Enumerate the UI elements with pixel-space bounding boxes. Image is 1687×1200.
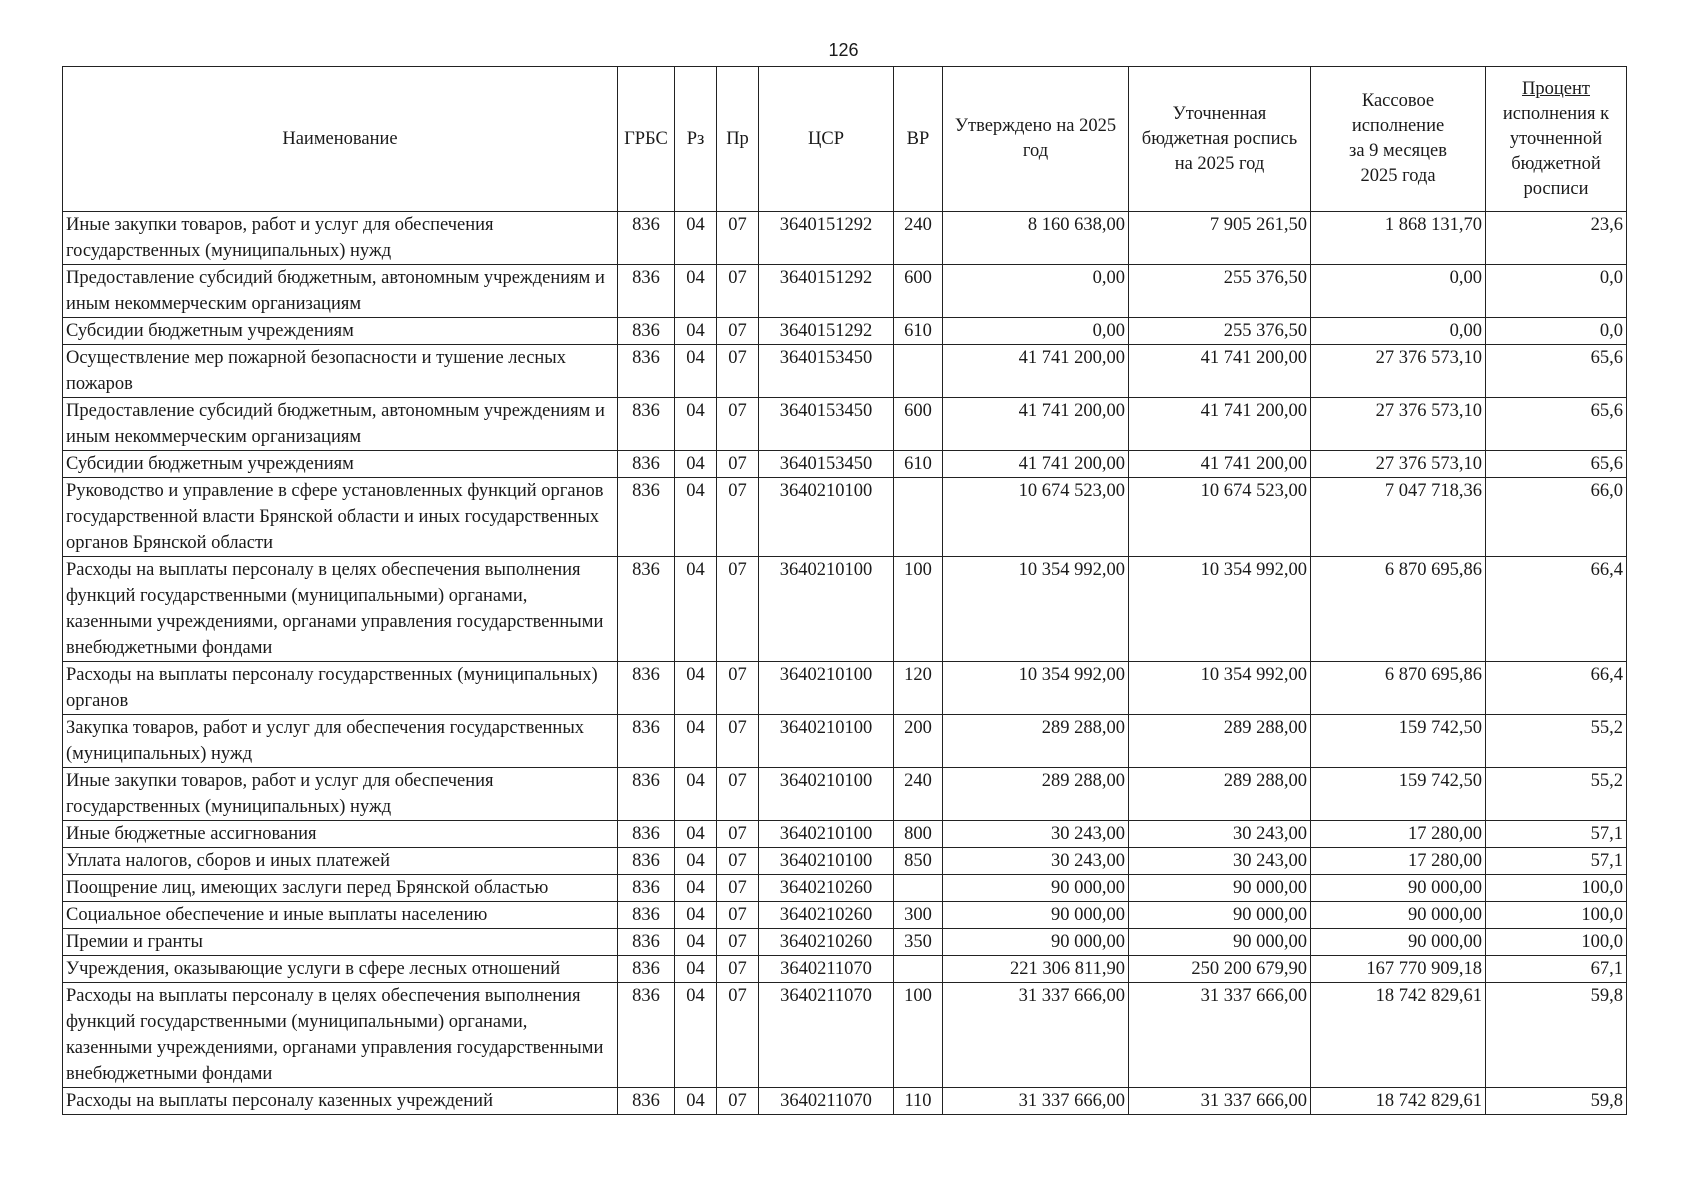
cell-name: Субсидии бюджетным учреждениям xyxy=(63,318,618,345)
cell-approved: 289 288,00 xyxy=(943,715,1129,768)
cell-csr: 3640151292 xyxy=(759,265,894,318)
cell-pr: 07 xyxy=(717,875,759,902)
cell-cash: 159 742,50 xyxy=(1311,715,1486,768)
cell-csr: 3640210100 xyxy=(759,662,894,715)
cell-vr xyxy=(894,956,943,983)
cell-cash: 167 770 909,18 xyxy=(1311,956,1486,983)
cell-grbs: 836 xyxy=(618,318,675,345)
table-row xyxy=(63,662,1627,715)
table-row xyxy=(63,345,1627,398)
cell-csr: 3640210100 xyxy=(759,478,894,557)
cell-vr: 100 xyxy=(894,983,943,1088)
cell-csr: 3640210100 xyxy=(759,557,894,662)
cell-grbs: 836 xyxy=(618,398,675,451)
cell-grbs: 836 xyxy=(618,821,675,848)
cell-csr: 3640153450 xyxy=(759,345,894,398)
cell-grbs: 836 xyxy=(618,345,675,398)
cell-approved: 41 741 200,00 xyxy=(943,451,1129,478)
cell-rz: 04 xyxy=(675,956,717,983)
cell-name: Поощрение лиц, имеющих заслуги перед Брянской областью xyxy=(63,875,618,902)
cell-percent: 66,4 xyxy=(1486,557,1627,662)
col-header-cash-line1: Кассовое исполнение xyxy=(1351,91,1445,136)
cell-vr xyxy=(894,875,943,902)
cell-csr: 3640211070 xyxy=(759,956,894,983)
cell-cash: 1 868 131,70 xyxy=(1311,212,1486,265)
cell-pr: 07 xyxy=(717,478,759,557)
cell-approved: 289 288,00 xyxy=(943,768,1129,821)
cell-pr: 07 xyxy=(717,902,759,929)
cell-cash: 27 376 573,10 xyxy=(1311,398,1486,451)
table-row xyxy=(63,318,1627,345)
table-body xyxy=(63,212,1627,1115)
col-header-cash xyxy=(1311,67,1486,212)
cell-refined: 90 000,00 xyxy=(1129,875,1311,902)
col-header-cash-line3: 2025 года xyxy=(1360,166,1436,186)
cell-cash: 159 742,50 xyxy=(1311,768,1486,821)
cell-percent: 0,0 xyxy=(1486,265,1627,318)
cell-approved: 30 243,00 xyxy=(943,848,1129,875)
cell-grbs: 836 xyxy=(618,983,675,1088)
col-header-pr: Пр xyxy=(717,67,759,212)
cell-csr: 3640210100 xyxy=(759,821,894,848)
table-row xyxy=(63,557,1627,662)
cell-approved: 41 741 200,00 xyxy=(943,398,1129,451)
cell-cash: 90 000,00 xyxy=(1311,875,1486,902)
cell-rz: 04 xyxy=(675,265,717,318)
table-row xyxy=(63,1088,1627,1115)
cell-rz: 04 xyxy=(675,451,717,478)
cell-refined: 41 741 200,00 xyxy=(1129,398,1311,451)
cell-pr: 07 xyxy=(717,929,759,956)
col-header-percent-line1: Процент xyxy=(1522,78,1590,99)
cell-cash: 0,00 xyxy=(1311,318,1486,345)
cell-pr: 07 xyxy=(717,557,759,662)
cell-percent: 55,2 xyxy=(1486,715,1627,768)
col-header-cash-line2: за 9 месяцев xyxy=(1349,141,1447,161)
cell-percent: 57,1 xyxy=(1486,848,1627,875)
col-header-rz: Рз xyxy=(675,67,717,212)
cell-vr: 110 xyxy=(894,1088,943,1115)
cell-pr: 07 xyxy=(717,318,759,345)
col-header-grbs: ГРБС xyxy=(618,67,675,212)
cell-rz: 04 xyxy=(675,875,717,902)
table-row xyxy=(63,265,1627,318)
cell-approved: 31 337 666,00 xyxy=(943,1088,1129,1115)
col-header-refined: Уточненная бюджетная роспись на 2025 год xyxy=(1129,67,1311,212)
cell-vr: 800 xyxy=(894,821,943,848)
cell-vr xyxy=(894,345,943,398)
cell-rz: 04 xyxy=(675,398,717,451)
cell-rz: 04 xyxy=(675,212,717,265)
cell-refined: 10 354 992,00 xyxy=(1129,557,1311,662)
cell-percent: 23,6 xyxy=(1486,212,1627,265)
cell-approved: 31 337 666,00 xyxy=(943,983,1129,1088)
cell-csr: 3640211070 xyxy=(759,1088,894,1115)
cell-name: Социальное обеспечение и иные выплаты населению xyxy=(63,902,618,929)
cell-approved: 221 306 811,90 xyxy=(943,956,1129,983)
cell-vr: 350 xyxy=(894,929,943,956)
cell-cash: 17 280,00 xyxy=(1311,848,1486,875)
cell-refined: 30 243,00 xyxy=(1129,821,1311,848)
cell-rz: 04 xyxy=(675,715,717,768)
cell-rz: 04 xyxy=(675,318,717,345)
cell-pr: 07 xyxy=(717,956,759,983)
cell-approved: 90 000,00 xyxy=(943,929,1129,956)
cell-refined: 31 337 666,00 xyxy=(1129,1088,1311,1115)
cell-cash: 6 870 695,86 xyxy=(1311,662,1486,715)
cell-cash: 90 000,00 xyxy=(1311,902,1486,929)
table-row xyxy=(63,929,1627,956)
cell-grbs: 836 xyxy=(618,212,675,265)
cell-pr: 07 xyxy=(717,715,759,768)
cell-name: Осуществление мер пожарной безопасности и тушение лесных пожаров xyxy=(63,345,618,398)
cell-pr: 07 xyxy=(717,398,759,451)
cell-pr: 07 xyxy=(717,662,759,715)
cell-rz: 04 xyxy=(675,821,717,848)
cell-name: Предоставление субсидий бюджетным, автономным учреждениям и иным некоммерческим организациям xyxy=(63,265,618,318)
cell-percent: 65,6 xyxy=(1486,451,1627,478)
cell-vr: 120 xyxy=(894,662,943,715)
cell-refined: 41 741 200,00 xyxy=(1129,345,1311,398)
table-header-row xyxy=(63,67,1627,212)
cell-rz: 04 xyxy=(675,345,717,398)
cell-percent: 100,0 xyxy=(1486,929,1627,956)
cell-refined: 289 288,00 xyxy=(1129,768,1311,821)
cell-name: Уплата налогов, сборов и иных платежей xyxy=(63,848,618,875)
cell-refined: 30 243,00 xyxy=(1129,848,1311,875)
table-row xyxy=(63,715,1627,768)
cell-vr: 610 xyxy=(894,318,943,345)
cell-pr: 07 xyxy=(717,768,759,821)
cell-approved: 41 741 200,00 xyxy=(943,345,1129,398)
cell-pr: 07 xyxy=(717,848,759,875)
cell-cash: 6 870 695,86 xyxy=(1311,557,1486,662)
cell-percent: 55,2 xyxy=(1486,768,1627,821)
cell-approved: 10 354 992,00 xyxy=(943,557,1129,662)
cell-grbs: 836 xyxy=(618,662,675,715)
cell-name: Предоставление субсидий бюджетным, автономным учреждениям и иным некоммерческим организациям xyxy=(63,398,618,451)
cell-percent: 100,0 xyxy=(1486,902,1627,929)
cell-percent: 100,0 xyxy=(1486,875,1627,902)
table-row xyxy=(63,768,1627,821)
col-header-vr: ВР xyxy=(894,67,943,212)
cell-refined: 10 354 992,00 xyxy=(1129,662,1311,715)
cell-name: Руководство и управление в сфере установленных функций органов государственной власти Брянской области и иных государственных органов Брянской области xyxy=(63,478,618,557)
cell-name: Учреждения, оказывающие услуги в сфере лесных отношений xyxy=(63,956,618,983)
cell-csr: 3640210260 xyxy=(759,875,894,902)
cell-approved: 0,00 xyxy=(943,265,1129,318)
cell-vr: 240 xyxy=(894,768,943,821)
cell-pr: 07 xyxy=(717,821,759,848)
cell-grbs: 836 xyxy=(618,902,675,929)
cell-approved: 8 160 638,00 xyxy=(943,212,1129,265)
cell-grbs: 836 xyxy=(618,451,675,478)
cell-csr: 3640211070 xyxy=(759,983,894,1088)
cell-vr: 200 xyxy=(894,715,943,768)
cell-pr: 07 xyxy=(717,212,759,265)
cell-pr: 07 xyxy=(717,983,759,1088)
cell-cash: 0,00 xyxy=(1311,265,1486,318)
cell-approved: 90 000,00 xyxy=(943,902,1129,929)
cell-refined: 10 674 523,00 xyxy=(1129,478,1311,557)
cell-vr xyxy=(894,478,943,557)
cell-rz: 04 xyxy=(675,929,717,956)
cell-vr: 240 xyxy=(894,212,943,265)
cell-rz: 04 xyxy=(675,902,717,929)
cell-name: Иные закупки товаров, работ и услуг для обеспечения государственных (муниципальных) нужд xyxy=(63,768,618,821)
cell-grbs: 836 xyxy=(618,848,675,875)
cell-name: Иные бюджетные ассигнования xyxy=(63,821,618,848)
cell-percent: 65,6 xyxy=(1486,398,1627,451)
cell-vr: 600 xyxy=(894,398,943,451)
cell-cash: 7 047 718,36 xyxy=(1311,478,1486,557)
cell-percent: 0,0 xyxy=(1486,318,1627,345)
cell-name: Расходы на выплаты персоналу казенных учреждений xyxy=(63,1088,618,1115)
col-header-csr: ЦСР xyxy=(759,67,894,212)
cell-vr: 610 xyxy=(894,451,943,478)
cell-refined: 90 000,00 xyxy=(1129,929,1311,956)
cell-refined: 255 376,50 xyxy=(1129,318,1311,345)
cell-approved: 10 674 523,00 xyxy=(943,478,1129,557)
cell-grbs: 836 xyxy=(618,557,675,662)
cell-name: Субсидии бюджетным учреждениям xyxy=(63,451,618,478)
table-row xyxy=(63,983,1627,1088)
table-row xyxy=(63,875,1627,902)
table-row xyxy=(63,821,1627,848)
cell-vr: 600 xyxy=(894,265,943,318)
cell-percent: 59,8 xyxy=(1486,983,1627,1088)
cell-pr: 07 xyxy=(717,345,759,398)
cell-rz: 04 xyxy=(675,983,717,1088)
cell-refined: 255 376,50 xyxy=(1129,265,1311,318)
cell-vr: 850 xyxy=(894,848,943,875)
cell-cash: 90 000,00 xyxy=(1311,929,1486,956)
cell-grbs: 836 xyxy=(618,929,675,956)
table-row xyxy=(63,478,1627,557)
cell-name: Премии и гранты xyxy=(63,929,618,956)
table-row xyxy=(63,848,1627,875)
cell-rz: 04 xyxy=(675,557,717,662)
cell-grbs: 836 xyxy=(618,715,675,768)
cell-cash: 27 376 573,10 xyxy=(1311,345,1486,398)
cell-approved: 0,00 xyxy=(943,318,1129,345)
table-row xyxy=(63,212,1627,265)
cell-vr: 100 xyxy=(894,557,943,662)
cell-percent: 66,4 xyxy=(1486,662,1627,715)
cell-vr: 300 xyxy=(894,902,943,929)
cell-rz: 04 xyxy=(675,662,717,715)
cell-grbs: 836 xyxy=(618,265,675,318)
cell-cash: 18 742 829,61 xyxy=(1311,983,1486,1088)
cell-approved: 30 243,00 xyxy=(943,821,1129,848)
cell-percent: 65,6 xyxy=(1486,345,1627,398)
cell-pr: 07 xyxy=(717,451,759,478)
cell-grbs: 836 xyxy=(618,478,675,557)
cell-refined: 90 000,00 xyxy=(1129,902,1311,929)
col-header-name: Наименование xyxy=(63,67,618,212)
cell-rz: 04 xyxy=(675,848,717,875)
cell-name: Расходы на выплаты персоналу государственных (муниципальных) органов xyxy=(63,662,618,715)
cell-approved: 90 000,00 xyxy=(943,875,1129,902)
cell-csr: 3640151292 xyxy=(759,212,894,265)
cell-csr: 3640153450 xyxy=(759,451,894,478)
table-row xyxy=(63,398,1627,451)
cell-csr: 3640210260 xyxy=(759,902,894,929)
cell-rz: 04 xyxy=(675,478,717,557)
cell-pr: 07 xyxy=(717,265,759,318)
cell-name: Иные закупки товаров, работ и услуг для обеспечения государственных (муниципальных) нужд xyxy=(63,212,618,265)
cell-rz: 04 xyxy=(675,768,717,821)
cell-csr: 3640210100 xyxy=(759,768,894,821)
cell-approved: 10 354 992,00 xyxy=(943,662,1129,715)
cell-grbs: 836 xyxy=(618,1088,675,1115)
cell-name: Закупка товаров, работ и услуг для обеспечения государственных (муниципальных) нужд xyxy=(63,715,618,768)
cell-csr: 3640210100 xyxy=(759,715,894,768)
cell-refined: 41 741 200,00 xyxy=(1129,451,1311,478)
cell-grbs: 836 xyxy=(618,768,675,821)
table-row xyxy=(63,956,1627,983)
table-row xyxy=(63,902,1627,929)
budget-table xyxy=(62,66,1627,1115)
cell-refined: 289 288,00 xyxy=(1129,715,1311,768)
cell-name: Расходы на выплаты персоналу в целях обеспечения выполнения функций государственными (муниципальными) органами, казенными учреждениями, органами управления государственными внебюджетными фондами xyxy=(63,983,618,1088)
cell-percent: 67,1 xyxy=(1486,956,1627,983)
col-header-percent-line2: исполнения к уточненной бюджетной росписи xyxy=(1502,103,1610,199)
cell-refined: 250 200 679,90 xyxy=(1129,956,1311,983)
cell-csr: 3640210260 xyxy=(759,929,894,956)
cell-csr: 3640210100 xyxy=(759,848,894,875)
cell-percent: 57,1 xyxy=(1486,821,1627,848)
page-number: 126 xyxy=(828,40,859,60)
cell-cash: 27 376 573,10 xyxy=(1311,451,1486,478)
cell-cash: 18 742 829,61 xyxy=(1311,1088,1486,1115)
cell-csr: 3640151292 xyxy=(759,318,894,345)
cell-grbs: 836 xyxy=(618,956,675,983)
cell-csr: 3640153450 xyxy=(759,398,894,451)
col-header-approved: Утверждено на 2025 год xyxy=(943,67,1129,212)
col-header-percent xyxy=(1486,67,1627,212)
cell-grbs: 836 xyxy=(618,875,675,902)
cell-refined: 31 337 666,00 xyxy=(1129,983,1311,1088)
cell-cash: 17 280,00 xyxy=(1311,821,1486,848)
cell-rz: 04 xyxy=(675,1088,717,1115)
cell-name: Расходы на выплаты персоналу в целях обеспечения выполнения функций государственными (муниципальными) органами, казенными учреждениями, органами управления государственными внебюджетными фондами xyxy=(63,557,618,662)
cell-pr: 07 xyxy=(717,1088,759,1115)
cell-percent: 59,8 xyxy=(1486,1088,1627,1115)
table-row xyxy=(63,451,1627,478)
cell-refined: 7 905 261,50 xyxy=(1129,212,1311,265)
cell-percent: 66,0 xyxy=(1486,478,1627,557)
